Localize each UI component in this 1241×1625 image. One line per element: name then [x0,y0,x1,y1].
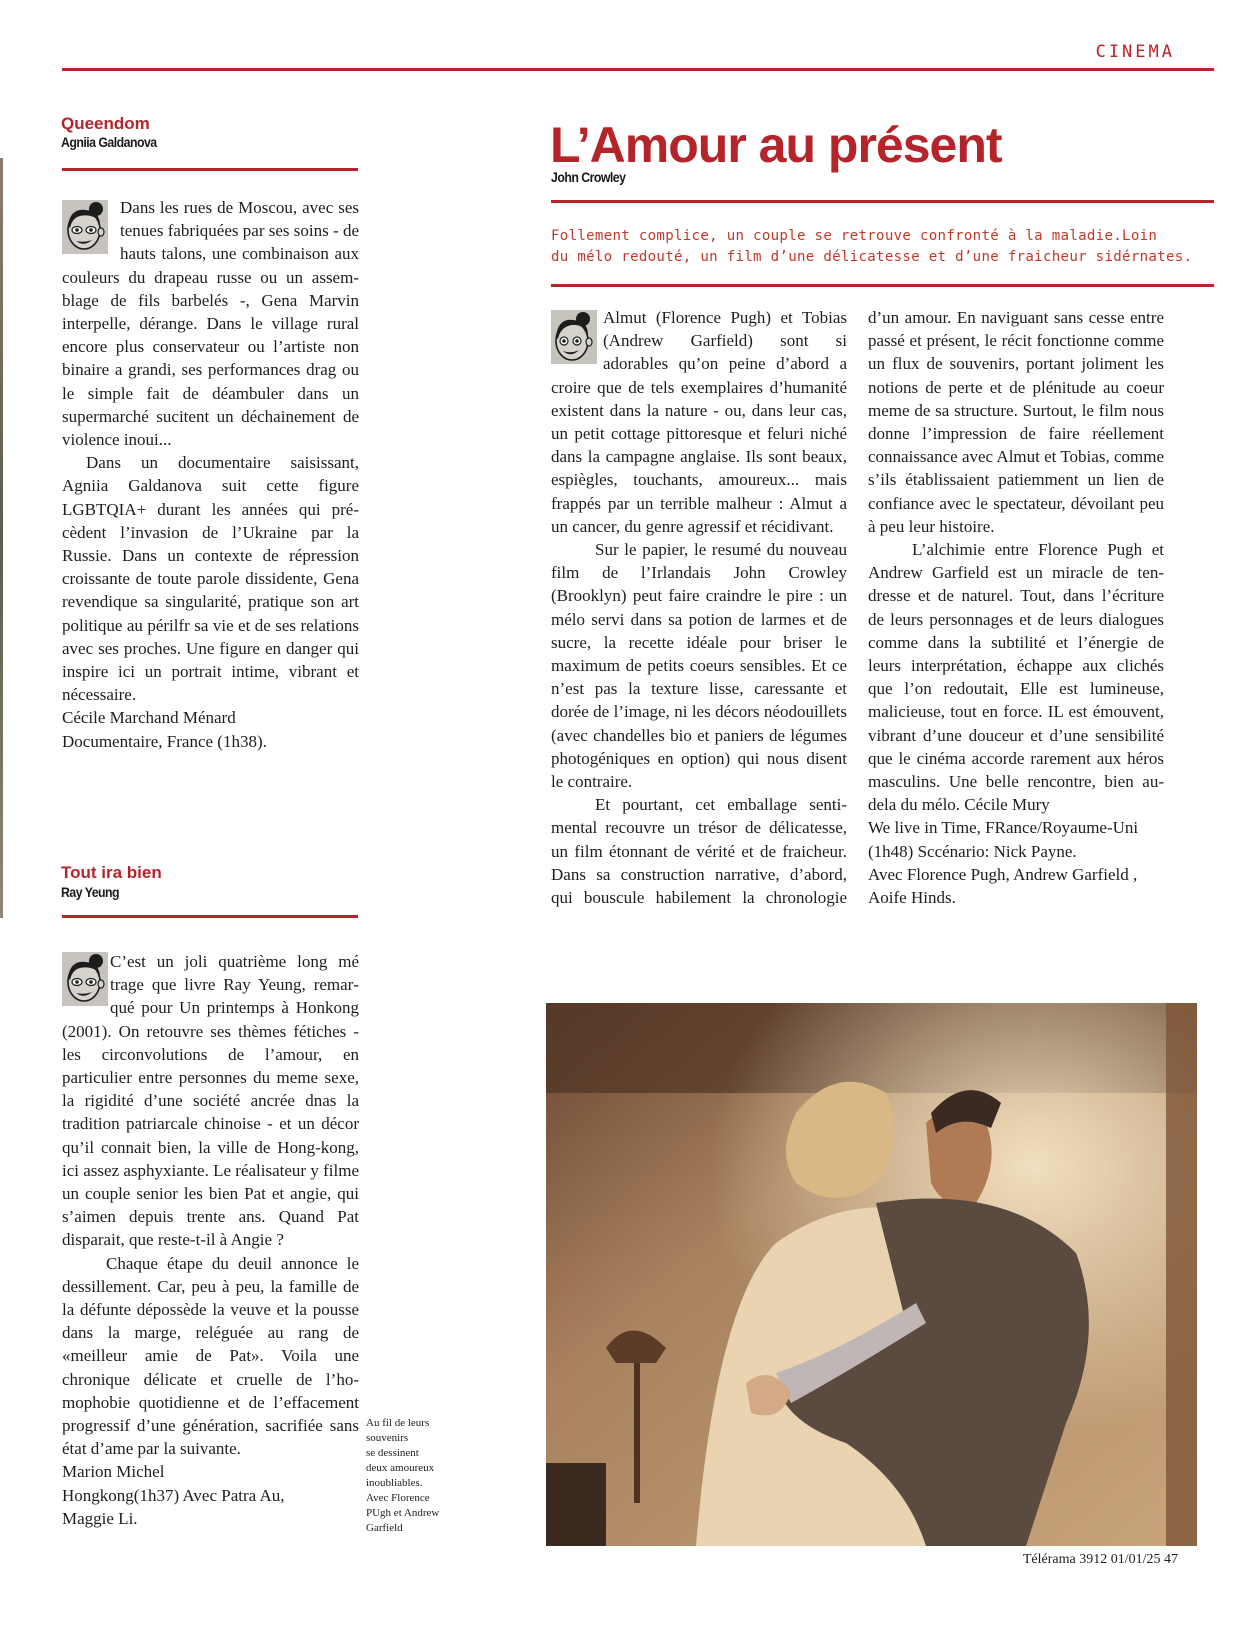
caption-line: se dessinent [366,1447,419,1459]
review-body-tout-ira-bien [62,950,359,1530]
review-author: Marion Michel [62,1462,165,1482]
photo-embracing-couple-icon [546,1003,1197,1546]
article-standfirst [551,226,1211,268]
review-title-queendom: Queendom [61,114,150,133]
review-director-queendom: Agniia Galdanova [61,134,157,150]
caption-line: inoubliables. [366,1477,423,1489]
review-credits: Documentaire, France (1h38). [62,731,267,751]
cartoon-face-icon [62,952,108,1006]
article-rule-bottom [551,284,1214,287]
cartoon-face-icon [551,310,597,364]
cartoon-face-icon [62,200,108,254]
review-rule-queendom [62,168,358,171]
article-paragraph: Almut (Florence Pugh) et Tobias (Andrew Garfield) sont si adorables qu’on peine d’abord a croire que de tels exemplaires d’humanité existent dans la nature - ou, dans leur cas, un petit cottage pittoresque et feluri niché dans la campagne anglaise. Ils sont beaux, espiègles, touchants, amoureux... mais frappés par un terrible malheur : Almut a un cancer, du genre agressif et récidivant. [551,308,847,536]
standfirst-line: du mélo redouté, un film d’une délicatesse et d’une fraicheur sidérnates. [551,249,1193,265]
caption-line: PUgh et Andrew [366,1507,440,1519]
review-paragraph: Dans un documentaire saisissant, Agniia Galdanova suit cette figure LGBTQIA+ durant les années qui précèdent l’invasion de l’Ukraine par la Russie. Dans un contexte de répression croissante de toute parole dissidente, Gena revendique sa singularité, pratique son art politique au périlfr sa vie et de ses relations avec ses proches. Une figure en danger qui inspire ici un portrait intime, vibrant et nécessaire. [62,453,359,705]
review-credits-line: Maggie Li. [62,1508,138,1528]
article-column-2 [868,306,1164,966]
page-edge-strip [0,158,3,918]
review-body-queendom [62,196,359,753]
standfirst-line: Follement complice, un couple se retrouve confronté à la maladie.Loin [551,228,1158,244]
review-author: Cécile Marchand Ménard [62,708,236,728]
review-paragraph: Dans les rues de Moscou, avec ses tenues fabriquées par ses soins - de hauts talons, une combinaison aux couleurs du drapeau russe ou un assemblage de fils barbelés -, Gena Marvin interpelle, dérange. Dans le village rural encore plus conservateur ou l’artiste non binaire a grandi, ses performances drag ou le simple fait de déambuler dans un supermarché sucitent un déchainement de violence inoui... [62,198,359,450]
caption-line: deux amoureux [366,1462,435,1474]
article-column-2-flow [868,306,1164,909]
review-credits-line: Hongkong(1h37) Avec Patra Au, [62,1485,285,1505]
review-paragraph: Chaque étape du deuil annonce le dessillement. Car, peu à peu, la famille de la défunte dépossède la veuve et la pousse dans la marge, reléguée au rang de «meilleur amie de Pat». Voila une chronique délicate et cruelle de l’homophobie quotidienne et de l’effacement progressif d’une génération, sacrifiée sans état d’ame par la suivante. [62,1253,359,1459]
caption-line: Garfield [366,1522,403,1534]
article-credits-line: (1h48) Sccénario: Nick Payne. [868,841,1077,861]
article-title: L’Amour au présent [550,117,1002,173]
article-paragraph: L’alchimie entre Florence Pugh et Andrew Garfield est un miracle de ten-dresse et de naturel. Tout, dans l’écriture de leurs personnages et de leurs dialogues comme dans la subtilité et l’énergie de leurs interprétation, échappe aux clichés que l’on redoutait, Elle est lumineuse, malicieuse, tout en force. IL est émouvent, vibrant d’une douceur et d’une sensibilité que le cinéma accorde rarement aux héros masculins. Une belle rencontre, bien au-dela du mélo. Cécile Mury [868,540,1164,815]
article-director: John Crowley [551,169,626,185]
article-credits-line: We live in Time, FRance/Royaume-Uni [868,818,1139,838]
article-credits-line: Avec Florence Pugh, Andrew Garfield , [868,864,1138,884]
photo-caption [366,1416,466,1536]
caption-line: Avec Florence [366,1492,430,1504]
article-column-1 [551,306,847,909]
review-paragraph: C’est un joli quatrième long mé trage que livre Ray Yeung, remarqué pour Un printemps à Honkong (2001). On retouvre ses thèmes fétiches - les circonvolutions de l’amour, en particulier entre personnes du meme sexe, la rigidité d’une société ancrée dnas la tradition patriarcale chinoise - et un décor qu’il connait bien, la ville de Hong-kong, ici assez asphyxiante. Le réalisateur y filme un couple senior les bien Pat et angie, qui s’aimen depuis trente ans. Quand Pat disparait, que reste-t-il à Angie ? [62,952,359,1250]
caption-line: Au fil de leurs [366,1417,430,1429]
article-paragraph: Sur le papier, le resumé du nouveau film de l’Irlandais John Crowley (Brooklyn) peut faire craindre le pire : un mélo servi dans sa potion de larmes et de sucre, la recette idéale pour briser le maximum de petits coeurs sensibles. Et ce n’est pas la texture lisse, caressante et dorée de l’image, ni les décors néodouillets (avec chandelles bio et paniers de légumes photogéniques en option) qui nous disent le contraire. [551,540,847,792]
article-paragraph: Et pourtant, cet emballage sentimental recouvre un trésor de délicatesse, un film étonnant de vérité et de fraicheur. Dans sa construction narrative, d’abord, qui bouscule habilement la chronologie [551,795,847,908]
review-title-tout-ira-bien: Tout ira bien [61,863,162,882]
section-label: CINEMA [1095,42,1175,62]
page-footer: Télérama 3912 01/01/25 47 [1022,1552,1178,1567]
review-director-tout-ira-bien: Ray Yeung [61,884,120,900]
article-credits-line: Aoife Hinds. [868,888,956,908]
caption-line: souvenirs [366,1432,409,1444]
article-rule-top [551,200,1214,203]
article-paragraph-continued: d’un amour. En naviguant sans cesse entre passé et présent, le récit fonctionne comme un flux de souvenirs, portant joliment les notions de perte et de plénitude au coeur meme de sa structure. Surtout, le film nous donne l’impression de faire réellement connaissance avec Almut et Tobias, comme s’ils établissaient patiemment un lien de confiance avec le spectateur, dévoilant peu à peu leur histoire. [868,308,1164,536]
header-rule [62,68,1214,71]
review-rule-tout-ira-bien [62,915,358,918]
